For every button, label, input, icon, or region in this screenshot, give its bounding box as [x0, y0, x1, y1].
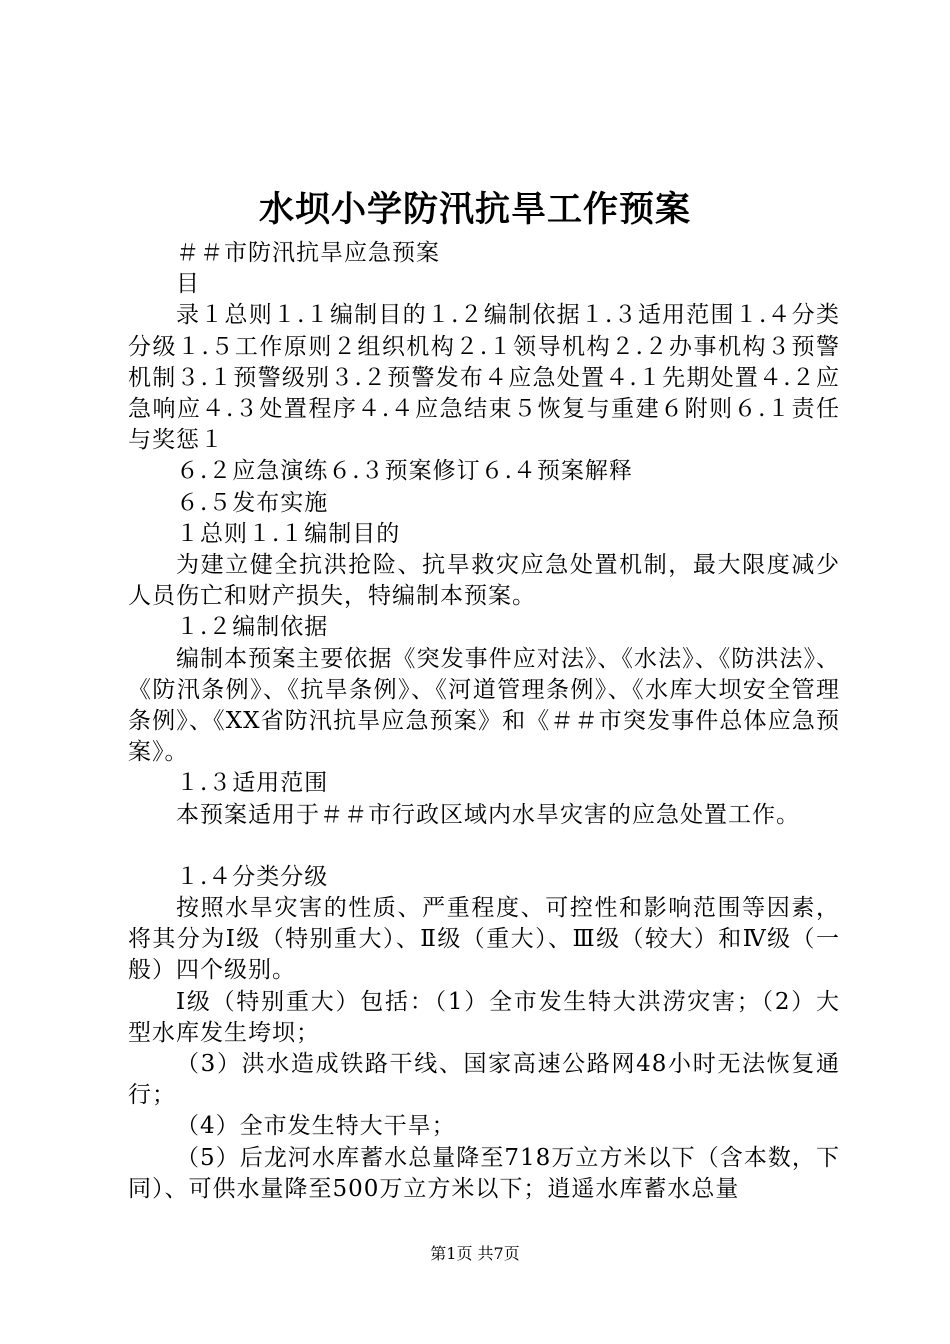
paragraph-purpose: 为建立健全抗洪抢险、抗旱救灾应急处置机制，最大限度减少人员伤亡和财产损失，特编制本预案。 [128, 552, 840, 610]
paragraph-item-3: （3）洪水造成铁路干线、国家高速公路网48小时无法恢复通行； [128, 1051, 840, 1109]
paragraph-scope: 本预案适用于＃＃市行政区域内水旱灾害的应急处置工作。 [176, 801, 800, 828]
paragraph-toc-head: 目 [176, 271, 200, 298]
section-heading-1-1: １总则１.１编制目的 [176, 520, 401, 547]
paragraph-item-4: （4）全市发生特大干旱； [176, 1113, 456, 1140]
paragraph-basis: 编制本预案主要依据《突发事件应对法》、《水法》、《防洪法》、《防汛条例》、《抗旱条例》、《河道管理条例》、《水库大坝安全管理条例》、《XX省防汛抗旱应急预案》和《＃＃市突发事件总体应急预案》。 [128, 645, 840, 766]
page-footer: 第1页 共7页 [430, 1244, 520, 1263]
paragraph-toc: 录１总则１.１编制目的１.２编制依据１.３适用范围１.４分类分级１.５工作原则２组织机构２.１领导机构２.２办事机构３预警机制３.１预警级别３.２预警发布４应急处置４.１先期处置４.２应急响应４.３处置程序４.４应急结束５恢复与重建６附则６.１责任与奖惩１ [128, 302, 840, 454]
paragraph-toc-cont: ６.２应急演练６.３预案修订６.４预案解释 [176, 458, 633, 485]
paragraph-level-1: Ⅰ级（特别重大）包括：（1）全市发生特大洪涝灾害；（2）大型水库发生垮坝； [128, 988, 840, 1046]
section-heading-1-4: １.４分类分级 [176, 863, 329, 890]
paragraph-toc-end: ６.５发布实施 [176, 489, 329, 516]
paragraph-item-5: （5）后龙河水库蓄水总量降至718万立方米以下（含本数，下同）、可供水量降至500万立方米以下；逍遥水库蓄水总量 [128, 1144, 840, 1202]
section-heading-1-2: １.２编制依据 [176, 614, 329, 641]
section-heading-1-3: １.３适用范围 [176, 770, 329, 797]
blank-line [128, 831, 840, 862]
document-title: 水坝小学防汛抗旱工作预案 [258, 189, 691, 230]
paragraph-classification: 按照水旱灾害的性质、严重程度、可控性和影响范围等因素，将其分为Ⅰ级（特别重大）、Ⅱ级（重大）、Ⅲ级（较大）和Ⅳ级（一般）四个级别。 [128, 895, 840, 984]
paragraph-subtitle: ＃＃市防汛抗旱应急预案 [176, 240, 440, 266]
document-body [128, 238, 840, 1205]
